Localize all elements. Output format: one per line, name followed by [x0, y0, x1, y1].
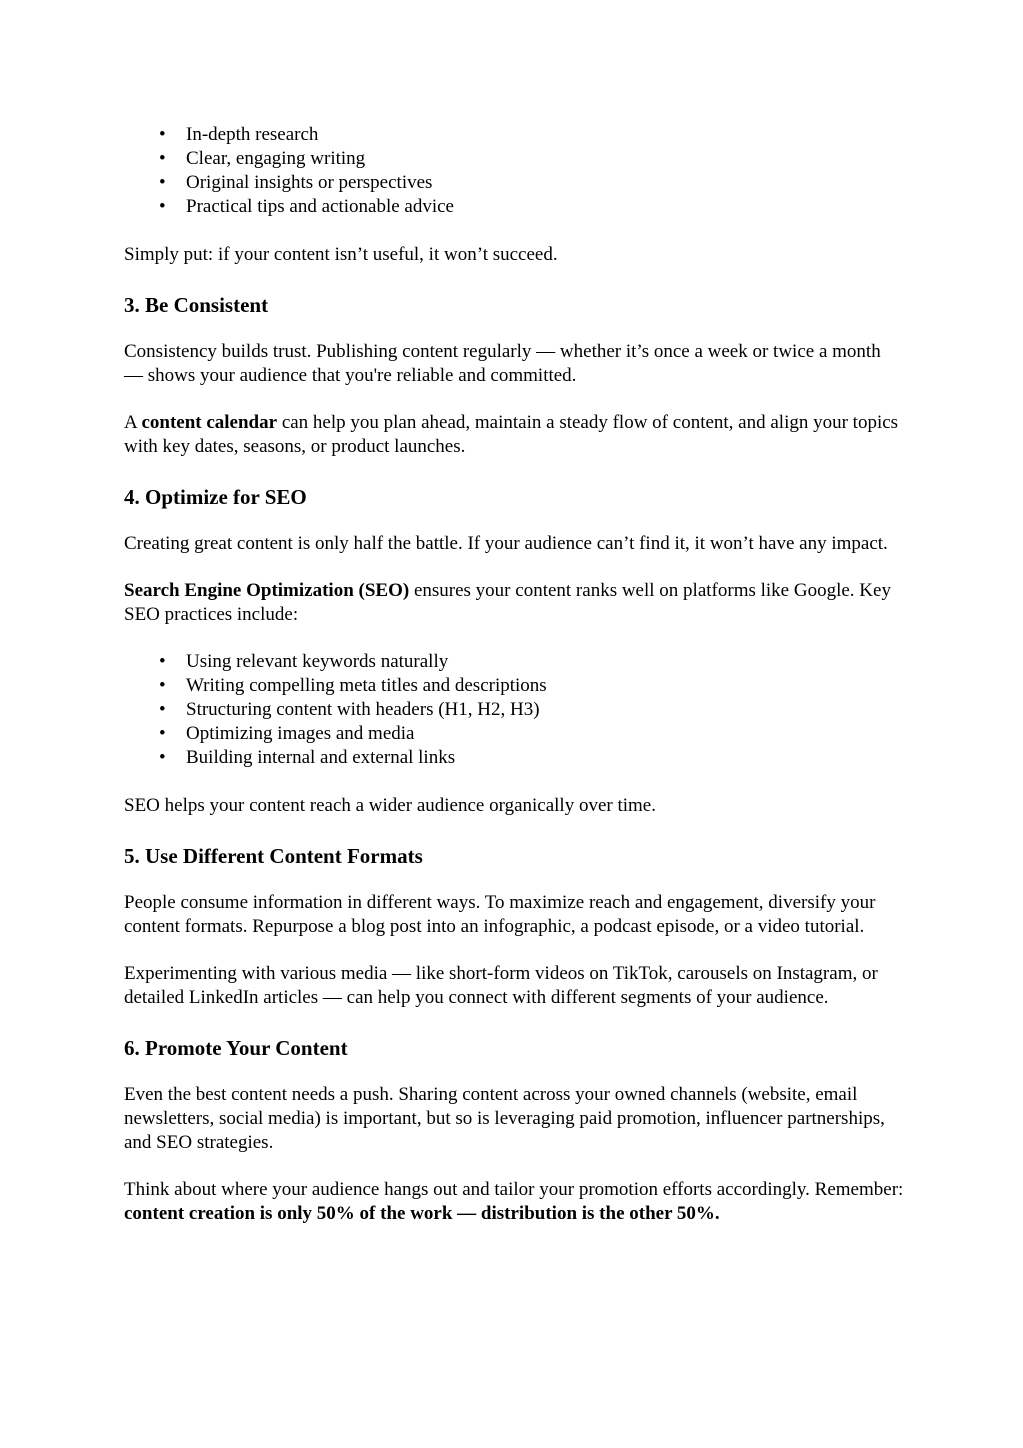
bullet-icon: • — [159, 124, 166, 145]
paragraph-content-calendar: A content calendar can help you plan ahead, maintain a steady flow of content, and align your topics with key dates, seasons, or product launches. — [124, 412, 899, 457]
bold-seo: Search Engine Optimization (SEO) — [124, 580, 410, 601]
list-item: • Building internal and external links — [159, 747, 456, 768]
list-item: • Optimizing images and media — [159, 723, 415, 744]
bold-content-calendar: content calendar — [141, 412, 278, 433]
list-item: • Using relevant keywords naturally — [159, 651, 449, 672]
bullet-icon: • — [159, 196, 166, 217]
paragraph-seo-summary: SEO helps your content reach a wider audience organically over time. — [124, 795, 656, 816]
bold-distribution: content creation is only 50% of the work — distribution is the other 50%. — [124, 1203, 720, 1224]
bullet-icon: • — [159, 148, 166, 169]
list-item: • Practical tips and actionable advice — [159, 196, 454, 217]
list-item: • Writing compelling meta titles and descriptions — [159, 675, 547, 696]
paragraph-media: Experimenting with various media — like short-form videos on TikTok, carousels on Instagram, or detailed LinkedIn articles — can help you connect with different segments of your audience. — [124, 963, 878, 1008]
paragraph-seo-definition: Search Engine Optimization (SEO) ensures your content ranks well on platforms like Google. Key SEO practices include: — [124, 580, 891, 625]
paragraph-consistency: Consistency builds trust. Publishing content regularly — whether it’s once a week or twice a month — shows your audience that you're reliable and committed. — [124, 341, 881, 386]
paragraph-distribution: Think about where your audience hangs out and tailor your promotion efforts accordingly. Remember: content creation is only 50% of the work — distribution is the other 50%. — [124, 1179, 904, 1224]
bullet-icon: • — [159, 675, 166, 696]
bullet-icon: • — [159, 172, 166, 193]
section-heading-3: 3. Be Consistent — [124, 293, 269, 317]
paragraph-seo-intro: Creating great content is only half the battle. If your audience can’t find it, it won’t have any impact. — [124, 533, 888, 554]
section-heading-6: 6. Promote Your Content — [124, 1036, 348, 1060]
list-item: • In-depth research — [159, 124, 319, 145]
list-item: • Structuring content with headers (H1, H2, H3) — [159, 699, 540, 720]
section-heading-4: 4. Optimize for SEO — [124, 485, 307, 509]
list-item: • Clear, engaging writing — [159, 148, 366, 169]
bullet-icon: • — [159, 747, 166, 768]
bullet-list-seo — [124, 650, 904, 770]
document-page — [124, 123, 904, 1226]
bullet-icon: • — [159, 699, 166, 720]
paragraph-simply-put: Simply put: if your content isn’t useful, it won’t succeed. — [124, 244, 558, 265]
bullet-icon: • — [159, 651, 166, 672]
list-item: • Original insights or perspectives — [159, 172, 433, 193]
paragraph-promotion: Even the best content needs a push. Sharing content across your owned channels (website, email newsletters, social media) is important, but so is leveraging paid promotion, influencer partnerships, and SEO strategies. — [124, 1084, 885, 1153]
section-heading-5: 5. Use Different Content Formats — [124, 844, 423, 868]
bullet-list-quality — [124, 123, 904, 219]
paragraph-formats: People consume information in different ways. To maximize reach and engagement, diversify your content formats. Repurpose a blog post into an infographic, a podcast episode, or a video tutorial. — [124, 892, 876, 937]
bullet-icon: • — [159, 723, 166, 744]
